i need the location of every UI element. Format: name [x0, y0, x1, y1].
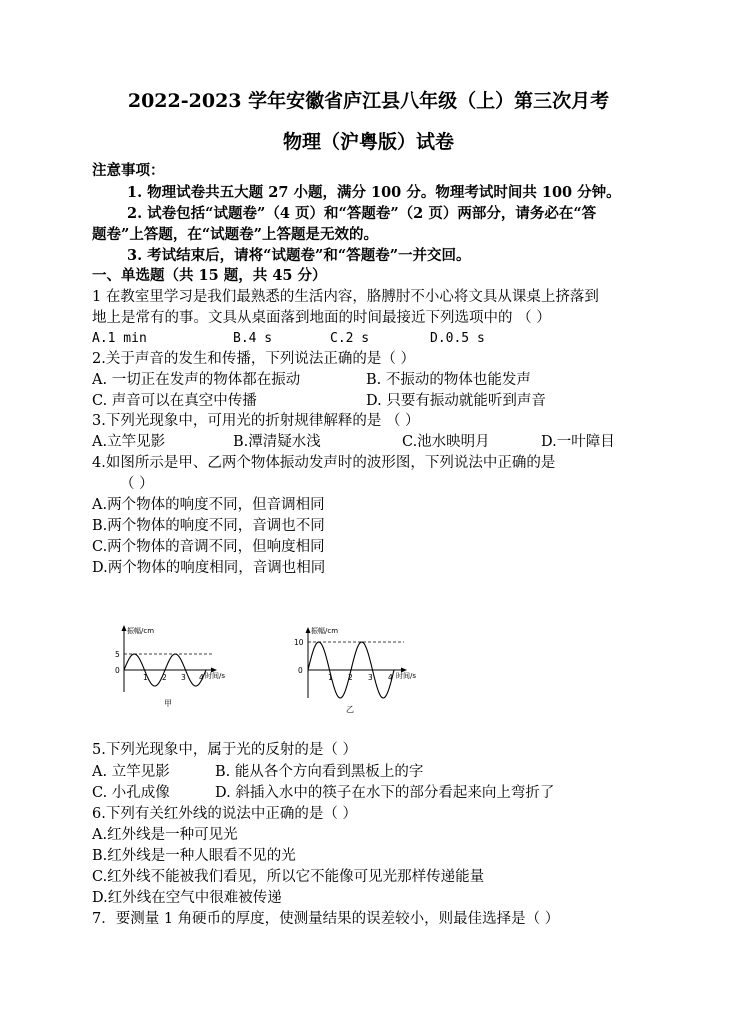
- waveform-jia-xtick-3: 3: [181, 673, 186, 682]
- note-3: 3. 考试结束后，请将“试题卷”和“答题卷”一并交回。: [127, 247, 471, 264]
- waveform-yi-xtick-2: 2: [348, 673, 353, 682]
- q3-option-b: B.潭清疑水浅: [233, 434, 321, 450]
- q2-option-c: C. 声音可以在真空中传播: [92, 393, 257, 409]
- note-1: 1. 物理试卷共五大题 27 小题，满分 100 分。物理考试时间共 100 分钟。: [127, 184, 621, 201]
- waveform-yi-origin: 0: [298, 666, 303, 675]
- waveform-jia-origin: 0: [115, 666, 120, 675]
- waveform-jia-ytick: 5: [115, 650, 120, 659]
- waveform-yi: [290, 624, 420, 718]
- q4-option-b: B.两个物体的响度不同，音调也不同: [92, 518, 325, 534]
- waveform-jia-xlabel: 时间/s: [205, 672, 226, 680]
- waveform-jia-xtick-4: 4: [199, 673, 204, 682]
- waveform-jia-xtick-2: 2: [162, 673, 167, 682]
- waveform-jia-caption: 甲: [164, 699, 172, 708]
- waveform-yi-xtick-1: 1: [328, 673, 333, 682]
- q4-answer-paren: （ ）: [120, 476, 154, 492]
- q4-option-a: A.两个物体的响度不同，但音调相同: [92, 497, 325, 513]
- waveform-yi-xtick-3: 3: [368, 673, 373, 682]
- q5-option-a: A. 立竿见影: [92, 764, 170, 780]
- q1-stem-line-1: 1 在教室里学习是我们最熟悉的生活内容，胳膊肘不小心将文具从课桌上挤落到: [92, 289, 599, 305]
- q5-option-c: C. 小孔成像: [92, 785, 170, 801]
- q5-option-d: D. 斜插入水中的筷子在水下的部分看起来向上弯折了: [215, 785, 555, 801]
- section-1-heading: 一、单选题（共 15 题，共 45 分）: [92, 267, 327, 284]
- waveform-yi-xtick-4: 4: [388, 673, 393, 682]
- q7-stem: 7．要测量 1 角硬币的厚度，使测量结果的误差较小，则最佳选择是（ ）: [92, 911, 560, 927]
- waveform-yi-ylabel: 振幅/cm: [311, 627, 339, 635]
- q5-option-b: B. 能从各个方向看到黑板上的字: [215, 764, 424, 780]
- note-2-line-1: 2. 试卷包括“试题卷”（4 页）和“答题卷”（2 页）两部分，请务必在“答: [127, 205, 597, 222]
- waveform-yi-xlabel: 时间/s: [396, 672, 417, 680]
- waveform-jia-xtick-1: 1: [143, 673, 148, 682]
- q4-option-c: C.两个物体的音调不同，但响度相同: [92, 539, 325, 555]
- q1-option-b: B.4 s: [233, 331, 273, 346]
- q2-option-b: B. 不振动的物体也能发声: [366, 372, 531, 388]
- q4-option-d: D.两个物体的响度相同，音调也相同: [92, 560, 326, 576]
- q4-stem: 4.如图所示是甲、乙两个物体振动发声时的波形图，下列说法中正确的是: [92, 455, 556, 471]
- q3-option-a: A.立竿见影: [92, 434, 166, 450]
- q3-stem: 3.下列光现象中，可用光的折射规律解释的是 （ ）: [92, 413, 420, 429]
- note-2-line-2: 题卷”上答题，在“试题卷”上答题是无效的。: [92, 226, 379, 243]
- q2-option-d: D. 只要有振动就能听到声音: [366, 393, 546, 409]
- q1-stem-line-2: 地上是常有的事。文具从桌面落到地面的时间最接近下列选项中的 （ ）: [92, 310, 551, 326]
- q2-stem: 2.关于声音的发生和传播，下列说法正确的是（ ）: [92, 351, 415, 367]
- q2-option-a: A. 一切正在发声的物体都在振动: [92, 372, 301, 388]
- q6-option-b: B.红外线是一种人眼看不见的光: [92, 848, 296, 864]
- exam-subtitle: 物理（沪粤版）试卷: [282, 131, 454, 153]
- q6-option-d: D.红外线在空气中很难被传递: [92, 890, 282, 906]
- q6-option-c: C.红外线不能被我们看见，所以它不能像可见光那样传递能量: [92, 869, 485, 885]
- waveform-yi-ytick: 10: [294, 638, 304, 647]
- q6-option-a: A.红外线是一种可见光: [92, 827, 238, 843]
- waveform-jia-ylabel: 振幅/cm: [127, 627, 155, 635]
- waveform-jia: [110, 622, 230, 712]
- q3-option-c: C.池水映明月: [402, 434, 490, 450]
- q1-option-d: D.0.5 s: [430, 331, 485, 346]
- q1-option-a: A.1 min: [92, 331, 147, 346]
- q3-option-d: D.一叶障目: [541, 434, 615, 450]
- q6-stem: 6.下列有关红外线的说法中正确的是（ ）: [92, 806, 357, 822]
- q1-option-c: C.2 s: [330, 331, 370, 346]
- q5-stem: 5.下列光现象中，属于光的反射的是（ ）: [92, 742, 357, 758]
- waveform-yi-caption: 乙: [346, 705, 354, 714]
- exam-title: 2022-2023 学年安徽省庐江县八年级（上）第三次月考: [127, 90, 610, 112]
- notes-heading: 注意事项：: [92, 162, 165, 179]
